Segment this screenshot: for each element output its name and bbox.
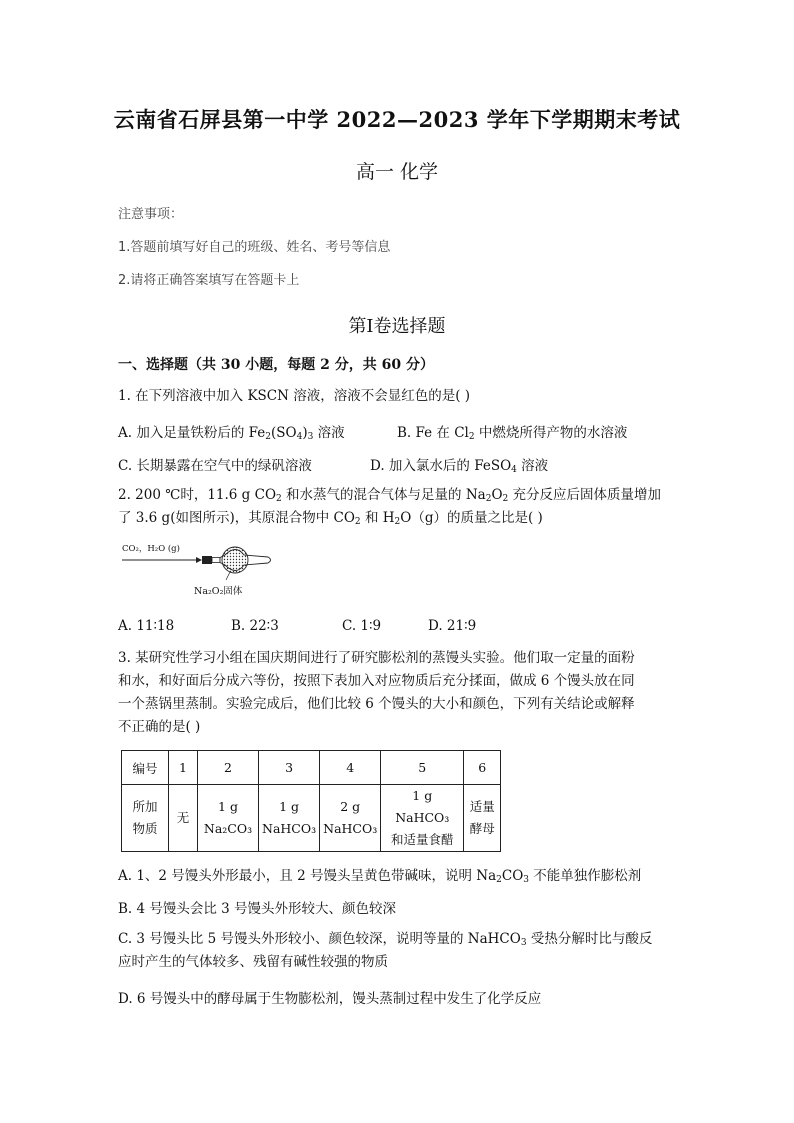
table-row-substance <box>122 785 501 852</box>
table-cell: 编号 <box>122 751 169 785</box>
q3-option-c-line-2: 应时产生的气体较多、残留有碱性较强的物质 <box>118 954 388 970</box>
q2-stem-line-1: 2. 200 ℃时，11.6 g $CO_2$ 和水蒸气的混合气体与足量的 $Na_2O_2$ 充分反应后固体质量增加 <box>118 487 662 504</box>
table-cell: 1 g Na₂CO₃ <box>198 785 259 852</box>
table-cell: 5 <box>381 751 464 785</box>
table-cell: 4 <box>320 751 381 785</box>
figure-gas-label: CO₂，H₂O (g) <box>122 544 180 554</box>
section-title: 第Ⅰ卷选择题 <box>348 316 446 337</box>
q2-option-c: C. 1∶9 <box>342 618 382 634</box>
q2-option-b: B. 22∶3 <box>231 618 279 634</box>
exam-title: 云南省石屏县第一中学 2022—2023 学年下学期期末考试 <box>113 107 681 132</box>
q3-stem-line-1: 3. 某研究性学习小组在国庆期间进行了研究膨松剂的蒸馒头实验。他们取一定量的面粉 <box>118 650 635 666</box>
q3-option-c-line-1: C. 3 号馒头比 5 号馒头外形较小、颜色较深，说明等量的 NaHCO$_3$ 受热分解时比与酸反 <box>118 931 653 948</box>
table-cell: 6 <box>464 751 501 785</box>
q1-option-b: B. Fe 在 $Cl_2$ 中燃烧所得产物的水溶液 <box>397 425 628 442</box>
q3-stem-line-4: 不正确的是( ) <box>118 719 201 735</box>
apparatus-figure <box>118 542 278 598</box>
note-item-2: 2.请将正确答案填写在答题卡上 <box>118 273 300 288</box>
q3-option-b: B. 4 号馒头会比 3 号馒头外形较大、颜色较深 <box>118 901 397 917</box>
table-cell: 1 g NaHCO₃ 和适量食醋 <box>381 785 464 852</box>
q1-option-c: C. 长期暴露在空气中的绿矾溶液 <box>118 458 312 474</box>
table-cell: 2 <box>198 751 259 785</box>
table-cell: 所加 物质 <box>122 785 169 852</box>
notes-label: 注意事项： <box>118 207 184 222</box>
q3-option-d: D. 6 号馒头中的酵母属于生物膨松剂，馒头蒸制过程中发生了化学反应 <box>118 991 542 1007</box>
q3-option-a: A. 1、2 号馒头外形最小，且 2 号馒头呈黄色带碱味，说明 $Na_2CO_3$ 不能单独作膨松剂 <box>118 868 642 885</box>
table-cell: 2 g NaHCO₃ <box>320 785 381 852</box>
table-cell: 1 g NaHCO₃ <box>259 785 320 852</box>
table-cell: 1 <box>169 751 198 785</box>
table-cell: 3 <box>259 751 320 785</box>
q3-stem-line-2: 和水，和好面后分成六等份，按照下表加入对应物质后充分揉面，做成 6 个馒头放在同 <box>118 673 635 689</box>
q3-stem-line-3: 一个蒸锅里蒸制。实验完成后，他们比较 6 个馒头的大小和颜色，下列有关结论或解释 <box>118 696 635 712</box>
exam-subtitle: 高一 化学 <box>355 161 439 183</box>
reaction-tube-drawing <box>118 546 278 586</box>
q2-option-a: A. 11∶18 <box>118 618 175 634</box>
figure-solid-label: Na₂O₂固体 <box>194 586 243 597</box>
part-heading: 一、选择题（共 30 小题，每题 2 分，共 60 分） <box>118 357 434 373</box>
table-row-header <box>122 751 501 785</box>
table-cell: 适量 酵母 <box>464 785 501 852</box>
q1-option-d: D. 加入氯水后的 FeSO$_4$ 溶液 <box>370 458 549 475</box>
q1-option-a: A. 加入足量铁粉后的 $Fe_2(SO_4)_3$ 溶液 <box>118 425 345 442</box>
q1-stem: 1. 在下列溶液中加入 KSCN 溶液，溶液不会显红色的是( ) <box>118 388 471 404</box>
table-cell: 无 <box>169 785 198 852</box>
q2-stem-line-2: 了 3.6 g(如图所示)，其原混合物中 $CO_2$ 和 $H_2O(g)$的质量之比是( ) <box>118 510 543 527</box>
q2-option-d: D. 21∶9 <box>428 618 477 634</box>
experiment-table <box>121 750 501 852</box>
note-item-1: 1.答题前填写好自己的班级、姓名、考号等信息 <box>118 240 391 255</box>
